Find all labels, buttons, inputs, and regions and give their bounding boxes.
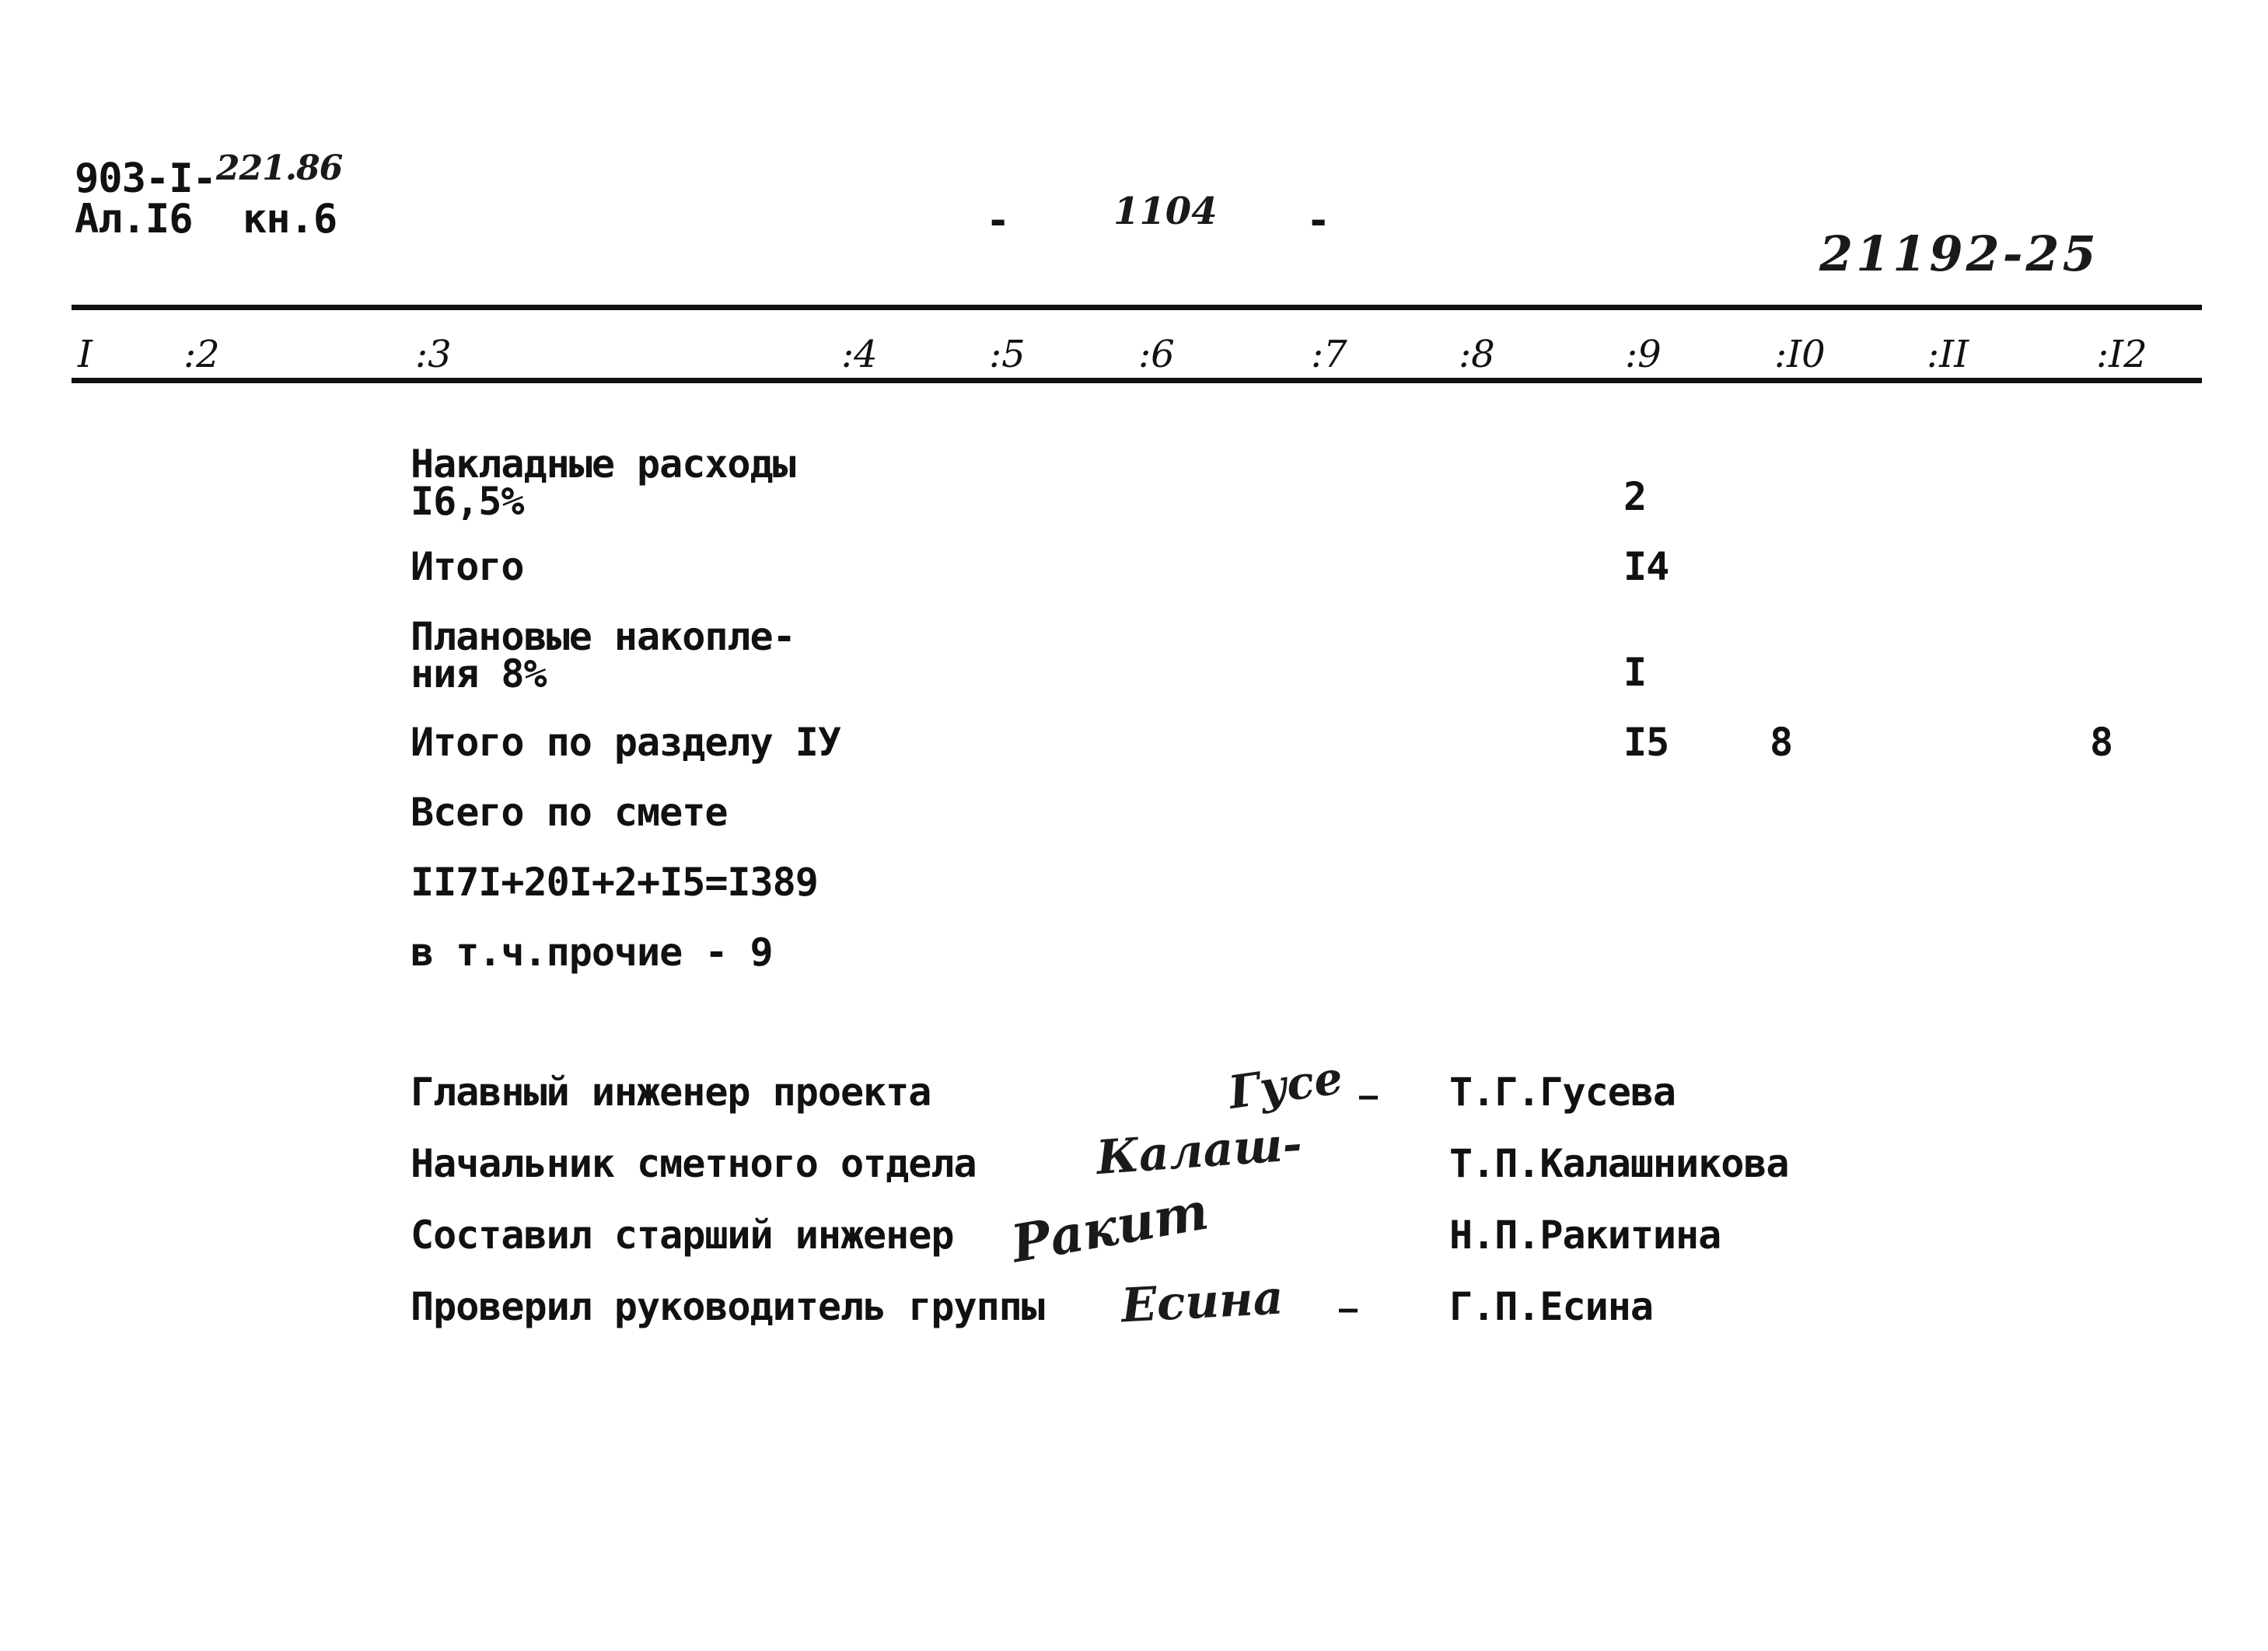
signature-role: Составил старший инженер <box>411 1213 954 1258</box>
column-label: :8 <box>1459 333 1495 376</box>
signature-dash: — <box>1339 1291 1358 1327</box>
column-label: :4 <box>841 333 878 376</box>
column-label: :9 <box>1625 333 1662 376</box>
album-label: Ал.I6 <box>75 196 193 243</box>
row-label: Итого <box>411 544 524 589</box>
column-label: I <box>78 333 93 376</box>
signatory-name: Г.П.Есина <box>1449 1284 1653 1329</box>
table-top-rule <box>72 305 2202 310</box>
handwritten-signature: Есина <box>1120 1270 1285 1334</box>
row-label-line: I6,5% <box>411 478 524 524</box>
document-code <box>75 148 343 202</box>
column-label: :7 <box>1311 333 1347 376</box>
row-label-line: Плановые накопле- <box>411 614 795 659</box>
row-value-col12: 8 <box>2090 720 2113 765</box>
archive-number: 21192-25 <box>1819 225 2099 282</box>
document-code-handwritten: 221.86 <box>215 148 343 188</box>
column-label: :I0 <box>1774 333 1826 376</box>
grand-total-formula: II7I+20I+2+I5=I389 <box>411 860 818 905</box>
row-value-col9: I <box>1623 650 1647 695</box>
signatory-name: Н.П.Ракитина <box>1449 1213 1721 1258</box>
row-value-col9: I5 <box>1623 720 1669 765</box>
row-value-col9: I4 <box>1623 544 1669 589</box>
signature-role: Начальник сметного отдела <box>411 1141 977 1186</box>
column-label: :3 <box>415 333 452 376</box>
signature-role: Главный инженер проекта <box>411 1070 931 1115</box>
column-label: :6 <box>1138 333 1175 376</box>
row-label: Итого по разделу IУ <box>411 720 840 765</box>
page-dash-right: - <box>1306 197 1330 244</box>
page-dash-left: - <box>986 197 1010 244</box>
grand-total-other: в т.ч.прочие - 9 <box>411 930 773 975</box>
handwritten-signature: Ракит <box>1007 1180 1213 1275</box>
handwritten-signature: Гусе <box>1225 1051 1346 1119</box>
column-label: :5 <box>989 333 1026 376</box>
grand-total-title: Всего по смете <box>411 790 728 835</box>
document-code-prefix: 903-I- <box>75 155 216 202</box>
column-label: :2 <box>183 333 220 376</box>
row-label-line: ния 8% <box>411 651 547 696</box>
row-label <box>411 614 795 696</box>
page-number: 1104 <box>1113 190 1218 233</box>
column-label: :II <box>1927 333 1969 376</box>
handwritten-signature: Калаш- <box>1094 1116 1304 1186</box>
book-label: кн.6 <box>243 196 337 243</box>
column-label: :I2 <box>2096 333 2147 376</box>
row-label-line: Накладные расходы <box>411 442 795 487</box>
row-value-col9: 2 <box>1623 474 1647 519</box>
row-value-col10: 8 <box>1770 720 1793 765</box>
row-label <box>411 442 795 524</box>
signatory-name: Т.Г.Гусева <box>1449 1070 1676 1115</box>
table-header-bottom-rule <box>72 378 2202 383</box>
signature-dash: – <box>1359 1078 1378 1114</box>
signatory-name: Т.П.Калашникова <box>1449 1141 1789 1186</box>
signature-role: Проверил руководитель группы <box>411 1284 1044 1329</box>
